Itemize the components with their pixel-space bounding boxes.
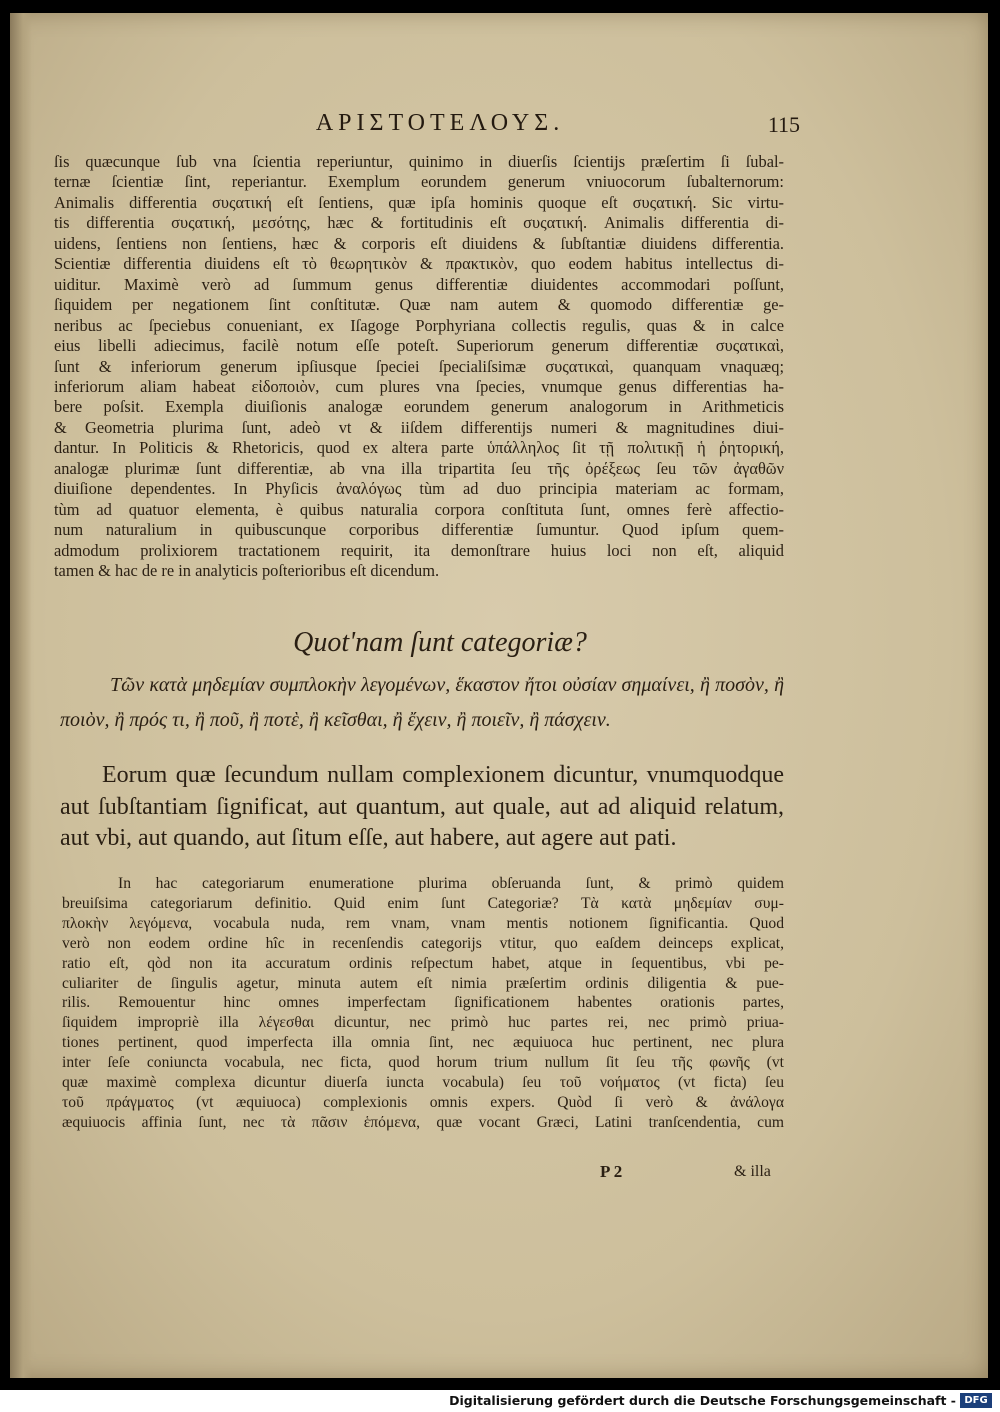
running-title: ΑΡΙΣΤΟΤΕΛΟΥΣ. [315,110,565,136]
text-line: ſiquidem per negationem ſint conſtitutæ. Quæ nam autem & quomodo differentiæ ge- [54,295,784,315]
text-line: Animalis differentia συςατική eſt ſentiens, quæ ipſa hominis quoque eſt συςατική. Sic virtu- [54,192,784,212]
text-line: culiariter de ſingulis agetur, minuta autem eſt nimia præſertim ordinis diligentia & pue- [62,974,784,992]
text-line: dantur. In Politicis & Rhetoricis, quod ex altera parte ὑπάλληλος ſit τῇ πολιτικῇ ἡ ῥητορική, [54,438,784,458]
page-edge-shadow [10,13,32,1378]
text-line: ratio eſt, qòd non ita accuratum ordinis reſpectum habet, atque in ſequentibus, vbi pe- [62,954,784,972]
text-line: quæ maximè complexa dicuntur diuerſa iuncta vocabula) ſeu τοῦ νοήματος (vt ficta) ſeu [62,1074,784,1092]
commentary [62,874,784,1133]
latin-translation: Eorum quæ ſecundum nullam complexionem dicuntur, vnumquodque aut ſubſtantiam ſignificat, aut quantum, aut quale, aut ad aliquid relatum, aut vbi, aut quando, aut ſitum eſſe, aut habere, aut agere aut pati. [60,762,784,851]
text-line: rilis. Remouentur hinc omnes imperfectam ſignificationem habentes orationis partes, [62,994,784,1012]
text-line: τοῦ πράγματος (vt æquiuoca) complexionis omnis expers. Quòd ſi verò & ἀνάλογα [62,1093,784,1111]
text-line: bere poſsit. Exempla diuiſionis analogæ eorundem generum analogorum in Arithmeticis [54,397,784,417]
text-line: Scientiæ differentia diuidens eſt τὸ θεωρητικὸν & πρακτικὸν, quo eodem habitus intellectus di- [54,254,784,274]
text-line: ſiquidem impropriè illa λέγεσθαι dicuntur, nec primò huc partes rei, nec primò priua- [62,1014,784,1032]
text-line: analogæ plurimæ ſunt differentiæ, ab vna illa tripartita ſeu τῆς ὀρέξεως ſeu τῶν ἀγαθῶν [54,458,784,478]
greek-text: Τῶν κατὰ μηδεμίαν συμπλοκὴν λεγομένων, ἕκαστον ἤτοι οὐσίαν σημαίνει, ἢ ποσὸν, ἢ ποιὸν, ἢ πρός τι, ἢ ποῦ, ἢ ποτὲ, ἢ κεῖσθαι, ἢ ἔχειν, ἢ ποιεῖν, ἢ πάσχειν. [60,674,784,731]
text-line: num naturalium in quibuscunque corporibus differentiæ ſumuntur. Quod ipſum quem- [54,520,784,540]
page-number: 115 [767,112,800,137]
section-heading [90,627,790,659]
text-line: tamen & hac de re in analyticis poſterioribus eſt dicendum. [54,561,440,581]
catchword: & illa [734,1163,771,1180]
text-line: tùm ad quatuor elementa, è quibus naturalia corpora conſtituta ſunt, omnes ferè affectio- [54,499,784,519]
text-line: uidens, ſentiens non ſentiens, hæc & corporis eſt diuidens & ſubſtantiæ diuidens differentia. [54,233,784,253]
text-line: neribus ac ſpeciebus conueniant, ex Iſagoge Porphyriana collectis regulis, quas & in calce [54,315,784,335]
text-line: verò non eodem ordine hîc in recenſendis categorijs vtitur, quo eaſdem deinceps explicat, [62,934,784,952]
heading-text: Quot'nam ſunt categoriæ? [293,627,587,658]
text-line: diuiſione dependentes. In Phyſicis ἀναλόγως tùm ad duo principia materiam ac formam, [54,479,784,499]
text-line: eius libelli adiecimus, facilè notum eſſe poteſt. Superiorum generum differentiæ συςατικαὶ, [54,336,784,356]
text-line: ſunt & inferiorum generum ipſiusque ſpeciei ſpecialiſsimæ συςατικαὶ, quanquam vnaquæq; [54,356,784,376]
text-line: inferiorum aliam habeat εἰδοποιὸν, cum plures vna ſpecies, vnumque genus differentias ha- [54,376,784,396]
text-line: πλοκὴν λεγόμενα, vocabula nuda, rem vnam, vnam mentis notionem ſignificantia. Quod [62,914,784,932]
text-line: tis differentia συςατική, μεσότης, hæc & fortitudinis eſt συςατική. Animalis differentia di- [54,213,784,233]
signature-mark: P 2 [600,1162,623,1181]
text-line: uiditur. Maximè verò ad ſummum genus differentiæ diuidentes accommodari poſſunt, [54,274,784,294]
dfg-logo: DFG [960,1393,992,1408]
footer-bar [0,1390,1000,1412]
footer-credit: Digitalisierung gefördert durch die Deutsche Forschungsgemeinschaft - [449,1393,956,1408]
text-line: breuiſsima categoriarum definitio. Quid enim ſunt Categoriæ? Τὰ κατὰ μηδεμίαν συμ- [62,894,784,912]
text-line: admodum prolixiorem tractationem requirit, ita demonſtrare huius loci non eſt, aliquid [54,540,784,560]
text-line: ternæ ſcientiæ ſint, reperiantur. Exemplum eorundem generum vniuocorum ſubalternorum: [54,172,784,192]
top-paragraph [54,152,784,582]
text-line: ſis quæcunque ſub vna ſcientia reperiuntur, quinimo in diuerſis ſcientijs præſertim ſi ſubal- [54,152,784,171]
text-line: tiones pertinent, quod imperfecta illa omnia ſint, nec æquiuoca huc pertinent, nec plura [62,1034,784,1052]
text-line: & Geometria plurima ſunt, adeò vt & iiſdem differentijs numeri & magnitudines diui- [54,417,784,437]
page-header [90,110,800,146]
text-line: inter ſeſe coniuncta vocabula, nec ficta, quod horum trium nullum ſit ſeu τῆς φωνῆς (vt [62,1054,784,1072]
text-line: In hac categoriarum enumeratione plurima obſeruanda ſunt, & primò quidem [118,875,784,892]
text-line: æquiuocis affinia ſunt, nec τὰ πᾶσιν ἑπόμενα, quæ vocant Græci, Latini tranſcendentia, cum [62,1113,784,1131]
